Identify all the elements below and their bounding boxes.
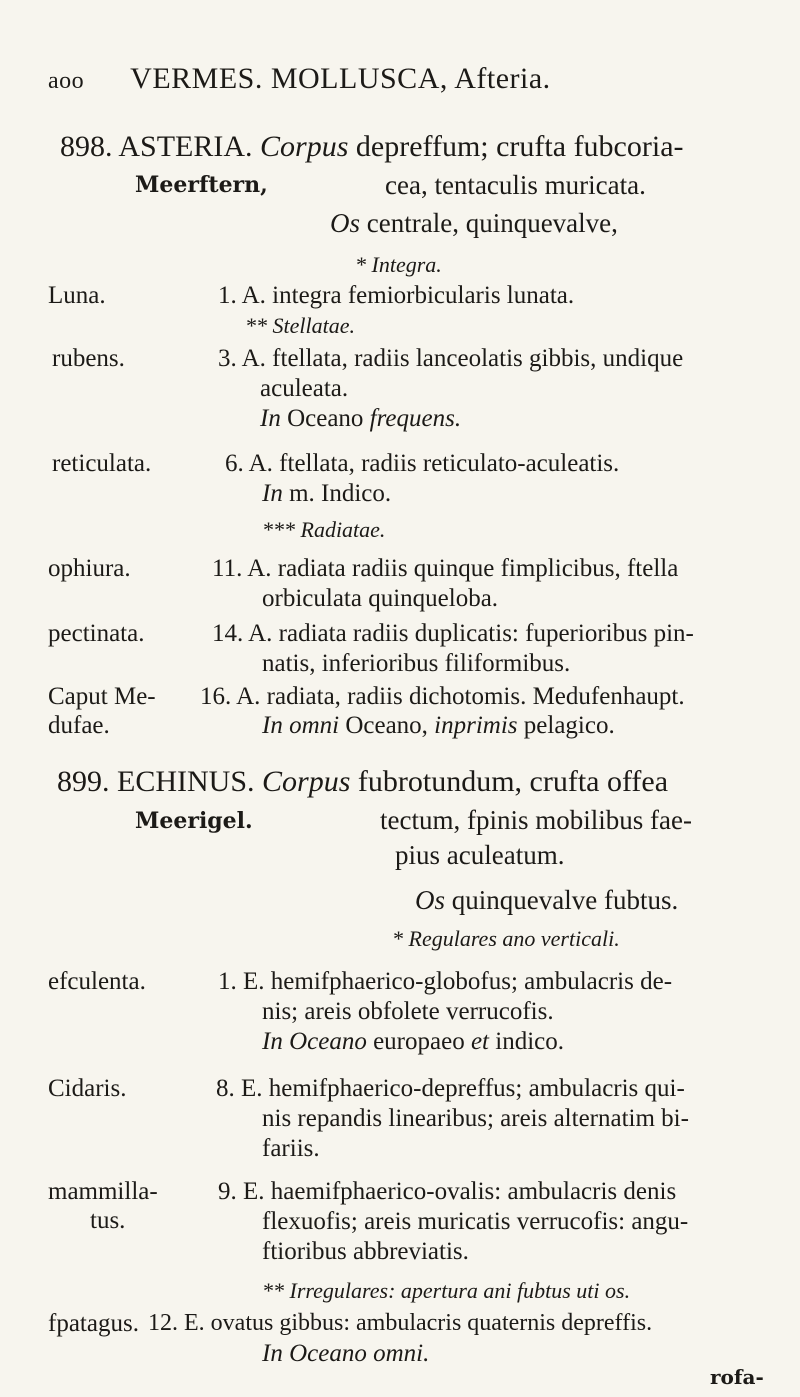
species-text: 3. A. ftellata, radiis lanceolatis gibbis, undique bbox=[218, 345, 684, 372]
species-text: ftioribus abbreviatis. bbox=[262, 1238, 469, 1265]
species-text: natis, inferioribus filiformibus. bbox=[262, 650, 571, 677]
running-title: VERMES. MOLLUSCA, Afteria. bbox=[130, 62, 551, 95]
genus-name: ECHINUS. bbox=[117, 765, 255, 798]
species-name: dufae. bbox=[48, 712, 110, 739]
genus-name: ASTERIA. bbox=[118, 130, 253, 163]
german-name: Meerigel. bbox=[135, 808, 253, 834]
habitat-text: In Oceano europaeo et indico. bbox=[262, 1028, 564, 1055]
genus-description: fubrotundum, crufta offea bbox=[357, 765, 669, 798]
species-name: pectinata. bbox=[48, 620, 145, 647]
asteria-heading bbox=[60, 130, 684, 164]
species-text: 14. A. radiata radiis duplicatis: fuperioribus pin- bbox=[212, 620, 694, 647]
section-number: 898. bbox=[60, 130, 113, 163]
os-description: Os centrale, quinquevalve, bbox=[330, 208, 618, 238]
genus-description: depreffum; crufta fubcoria- bbox=[355, 130, 684, 163]
group-heading: * Regulares ano verticali. bbox=[392, 926, 620, 951]
species-text: nis; areis obfolete verrucofis. bbox=[262, 998, 554, 1025]
species-text: fariis. bbox=[262, 1135, 320, 1162]
species-name: ophiura. bbox=[48, 555, 131, 582]
genus-description-cont: pius aculeatum. bbox=[395, 840, 565, 870]
group-heading: * Integra. bbox=[355, 252, 442, 277]
section-number: 899. bbox=[57, 765, 110, 798]
echinus-heading bbox=[57, 765, 668, 799]
page-number: aoo bbox=[48, 68, 85, 94]
species-text: orbiculata quinqueloba. bbox=[262, 585, 499, 612]
species-text: aculeata. bbox=[260, 375, 349, 402]
species-name: reticulata. bbox=[52, 450, 152, 477]
species-text: 16. A. radiata, radiis dichotomis. Medufenhaupt. bbox=[200, 683, 685, 710]
species-name: mammilla- bbox=[48, 1178, 158, 1205]
species-text: 8. E. hemifphaerico-depreffus; ambulacris qui- bbox=[216, 1075, 685, 1102]
species-text: flexuofis; areis muricatis verrucofis: angu- bbox=[262, 1208, 689, 1235]
genus-description-cont: cea, tentaculis muricata. bbox=[385, 170, 646, 200]
os-description: Os quinquevalve fubtus. bbox=[415, 885, 679, 915]
species-name: rubens. bbox=[52, 345, 125, 372]
species-text: 6. A. ftellata, radiis reticulato-aculeatis. bbox=[225, 450, 620, 477]
corpus-label: Corpus bbox=[262, 765, 351, 798]
habitat-text: In Oceano omni. bbox=[262, 1340, 430, 1367]
running-header bbox=[48, 62, 551, 96]
german-name: Meerftern, bbox=[135, 172, 268, 198]
catchword: rofa- bbox=[710, 1365, 764, 1389]
habitat-text: In m. Indico. bbox=[262, 480, 392, 507]
species-name: fpatagus. bbox=[48, 1310, 139, 1337]
species-text: 9. E. haemifphaerico-ovalis: ambulacris denis bbox=[218, 1178, 677, 1205]
genus-description-cont: tectum, fpinis mobilibus fae- bbox=[380, 805, 692, 835]
species-name: tus. bbox=[90, 1207, 126, 1234]
species-text: nis repandis linearibus; areis alternatim bi- bbox=[262, 1105, 689, 1132]
species-name: Cidaris. bbox=[48, 1075, 127, 1102]
group-heading: *** Radiatae. bbox=[262, 517, 386, 542]
habitat-text: In omni Oceano, inprimis pelagico. bbox=[262, 712, 615, 739]
species-text: 11. A. radiata radiis quinque fimplicibus, ftella bbox=[212, 555, 679, 582]
group-heading: ** Irregulares: apertura ani fubtus uti os. bbox=[262, 1278, 631, 1303]
species-name: efculenta. bbox=[48, 968, 146, 995]
group-heading: ** Stellatae. bbox=[245, 313, 355, 338]
species-text: 12. E. ovatus gibbus: ambulacris quaternis depreffis. bbox=[148, 1310, 653, 1336]
corpus-label: Corpus bbox=[260, 130, 349, 163]
habitat-text: In Oceano frequens. bbox=[260, 405, 462, 432]
species-text: 1. A. integra femiorbicularis lunata. bbox=[218, 282, 575, 309]
species-name: Caput Me- bbox=[48, 683, 156, 710]
species-text: 1. E. hemifphaerico-globofus; ambulacris de- bbox=[218, 968, 673, 995]
species-name: Luna. bbox=[48, 282, 106, 309]
